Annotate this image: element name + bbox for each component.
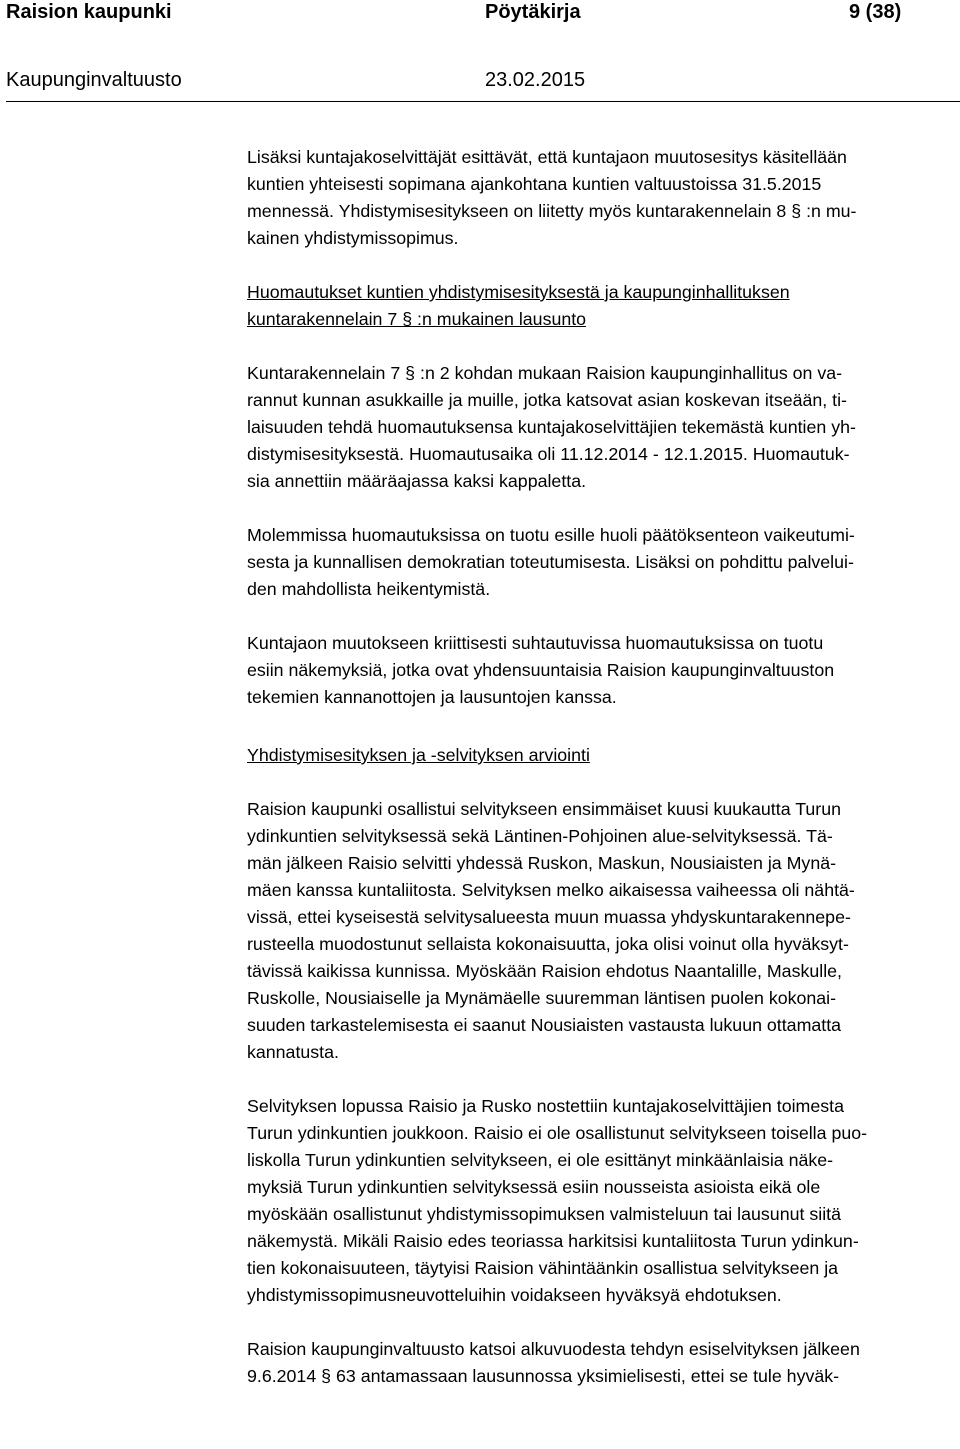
text-line: mäen kanssa kuntaliitosta. Selvityksen melko aikaisessa vaiheessa oli nähtä- xyxy=(247,880,855,900)
text-line: laisuuden tehdä huomautuksensa kuntajakoselvittäjien tekemästä kuntien yh- xyxy=(247,417,856,437)
text-line: Huomautukset kuntien yhdistymisesityksestä ja kaupunginhallituksen xyxy=(247,282,790,302)
text-line: ydinkuntien selvityksessä sekä Läntinen-Pohjoinen alue-selvityksessä. Tä- xyxy=(247,826,833,846)
text-line: distymisesityksestä. Huomautusaika oli 11.12.2014 - 12.1.2015. Huomautuk- xyxy=(247,444,850,464)
text-line: tävissä kaikissa kunnissa. Myöskään Raision ehdotus Naantalille, Maskulle, xyxy=(247,961,842,981)
meeting-body: Kaupunginvaltuusto xyxy=(6,69,182,91)
page-number: 9 (38) xyxy=(849,1,902,23)
paragraph xyxy=(247,360,959,495)
text-line: kuntien yhteisesti sopimana ajankohtana kuntien valtuustoissa 31.5.2015 xyxy=(247,174,822,194)
text-line: myksiä Turun ydinkuntien selvityksessä esiin nousseista asioista eikä ole xyxy=(247,1177,821,1197)
text-line: Selvityksen lopussa Raisio ja Rusko nostettiin kuntajakoselvittäjien toimesta xyxy=(247,1096,844,1116)
text-line: yhdistymissopimusneuvotteluihin voidakseen hyväksyä ehdotuksen. xyxy=(247,1285,782,1305)
text-line: Kuntajaon muutokseen kriittisesti suhtautuvissa huomautuksissa on tuotu xyxy=(247,633,824,653)
section-spacer xyxy=(247,1066,959,1093)
paragraph xyxy=(247,1093,959,1309)
paragraph xyxy=(247,522,959,603)
text-line: Raision kaupunki osallistui selvitykseen ensimmäiset kuusi kuukautta Turun xyxy=(247,799,841,819)
text-line: tekemien kannanottojen ja lausuntojen kanssa. xyxy=(247,687,617,707)
text-line: sesta ja kunnallisen demokratian toteutumisesta. Lisäksi on pohdittu palvelui- xyxy=(247,552,854,572)
text-line: Raision kaupunginvaltuusto katsoi alkuvuodesta tehdyn esiselvityksen jälkeen xyxy=(247,1339,860,1359)
text-line: kannatusta. xyxy=(247,1042,339,1062)
text-line: liskolla Turun ydinkuntien selvitykseen, ei ole esittänyt minkäänlaisia näke- xyxy=(247,1150,834,1170)
paragraph xyxy=(247,1336,959,1390)
text-line: suuden tarkastelemisesta ei saanut Nousiaisten vastausta lukuun ottamatta xyxy=(247,1015,842,1035)
text-line: män jälkeen Raisio selvitti yhdessä Ruskon, Maskun, Nousiaisten ja Mynä- xyxy=(247,853,837,873)
meeting-date: 23.02.2015 xyxy=(485,69,586,91)
text-line: rannut kunnan asukkaille ja muille, jotka katsovat asian koskevan itseään, ti- xyxy=(247,390,847,410)
document-type: Pöytäkirja xyxy=(485,1,581,23)
organization-name: Raision kaupunki xyxy=(6,1,172,23)
section-heading xyxy=(247,279,959,333)
text-line: näkemystä. Mikäli Raisio edes teoriassa harkitsisi kuntaliitosta Turun ydinkun- xyxy=(247,1231,859,1251)
text-line: 9.6.2014 § 63 antamassaan lausunnossa yksimielisesti, ettei se tule hyväk- xyxy=(247,1366,840,1386)
header-divider xyxy=(6,101,960,102)
text-line: kuntarakennelain 7 § :n mukainen lausunto xyxy=(247,309,587,329)
text-line: esiin näkemyksiä, jotka ovat yhdensuuntaisia Raision kaupunginvaltuuston xyxy=(247,660,835,680)
text-line: vissä, ettei kyseisestä selvitysalueesta muun muassa yhdyskuntarakennepe- xyxy=(247,907,851,927)
section-spacer xyxy=(247,495,959,522)
text-line: Ruskolle, Nousiaiselle ja Mynämäelle suuremman läntisen puolen kokonai- xyxy=(247,988,837,1008)
text-line: Lisäksi kuntajakoselvittäjät esittävät, että kuntajaon muutosesitys käsitellään xyxy=(247,147,847,167)
section-spacer xyxy=(247,1309,959,1336)
text-line: myöskään osallistunut yhdistymissopimuksen valmisteluun tai lausunut siitä xyxy=(247,1204,841,1224)
document-sections xyxy=(247,144,959,1390)
section-heading xyxy=(247,742,959,769)
text-line: sia annettiin määräajassa kaksi kappaletta. xyxy=(247,471,587,491)
text-line: Molemmissa huomautuksissa on tuotu esille huoli päätöksenteon vaikeutumi- xyxy=(247,525,855,545)
text-line: rusteella muodostunut sellaista kokonaisuutta, joka olisi voinut olla hyväksyt- xyxy=(247,934,849,954)
text-line: kainen yhdistymissopimus. xyxy=(247,228,459,248)
text-line: den mahdollista heikentymistä. xyxy=(247,579,491,599)
text-line: Kuntarakennelain 7 § :n 2 kohdan mukaan Raision kaupunginhallitus on va- xyxy=(247,363,843,383)
section-spacer xyxy=(247,333,959,360)
text-line: Turun ydinkuntien joukkoon. Raisio ei ole osallistunut selvitykseen toisella puo- xyxy=(247,1123,868,1143)
section-spacer xyxy=(247,603,959,630)
text-line: tien kokonaisuuteen, täytyisi Raision vähintäänkin osallistua selvitykseen ja xyxy=(247,1258,839,1278)
document-body xyxy=(247,144,959,1390)
section-spacer xyxy=(247,252,959,279)
text-line: mennessä. Yhdistymisesitykseen on liitetty myös kuntarakennelain 8 § :n mu- xyxy=(247,201,857,221)
text-line: Yhdistymisesityksen ja -selvityksen arviointi xyxy=(247,745,590,765)
paragraph xyxy=(247,630,959,711)
section-spacer xyxy=(247,769,959,796)
paragraph xyxy=(247,796,959,1066)
section-spacer xyxy=(247,711,959,742)
paragraph xyxy=(247,144,959,252)
